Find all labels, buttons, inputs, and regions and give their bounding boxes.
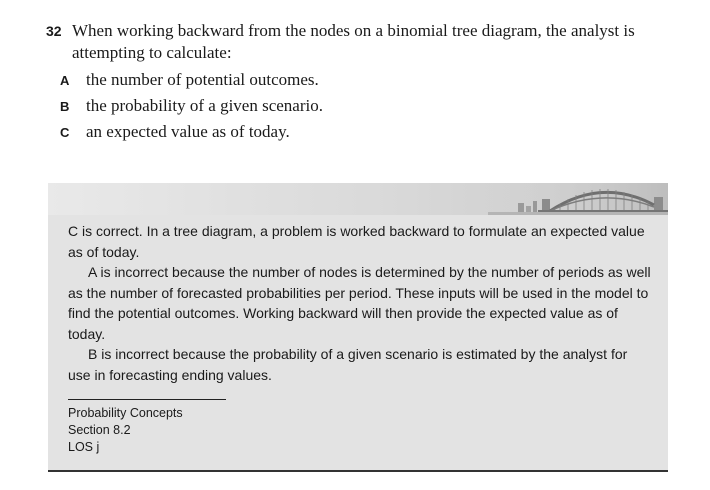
answer-correct-paragraph: C is correct. In a tree diagram, a problem is worked backward to formulate an expected value as of today. xyxy=(68,223,645,260)
option-letter: B xyxy=(60,99,70,114)
option-c xyxy=(60,122,666,148)
option-letter: C xyxy=(60,125,70,140)
option-text: the number of potential outcomes. xyxy=(86,70,319,89)
options-list xyxy=(60,70,666,148)
answer-header-banner xyxy=(48,183,668,215)
answer-box xyxy=(48,183,668,472)
harbour-bridge-icon xyxy=(488,183,668,215)
option-text: the probability of a given scenario. xyxy=(86,96,323,115)
answer-b-paragraph: B is incorrect because the probability of a given scenario is estimated by the analyst for use in forecasting ending values. xyxy=(68,346,628,383)
reference-reading: Probability Concepts xyxy=(68,406,183,420)
option-a xyxy=(60,70,666,96)
option-text: an expected value as of today. xyxy=(86,122,290,141)
option-letter: A xyxy=(60,73,70,88)
question-stem: When working backward from the nodes on a binomial tree diagram, the analyst is attempting to calculate: xyxy=(72,21,635,62)
answer-explanation xyxy=(68,221,652,385)
reference-list xyxy=(68,405,183,456)
question-block xyxy=(46,20,666,148)
reference-divider xyxy=(68,399,226,400)
option-b xyxy=(60,96,666,122)
answer-a-paragraph: A is incorrect because the number of nodes is determined by the number of periods as well as the number of forecasted probabilities per period. These inputs will be used in the model to find the potential outcomes. Working backward will then provide the expected value as of today. xyxy=(68,264,651,342)
question-row xyxy=(46,20,666,64)
reference-los: LOS j xyxy=(68,440,100,454)
reference-section: Section 8.2 xyxy=(68,423,131,437)
question-number: 32 xyxy=(46,23,62,39)
